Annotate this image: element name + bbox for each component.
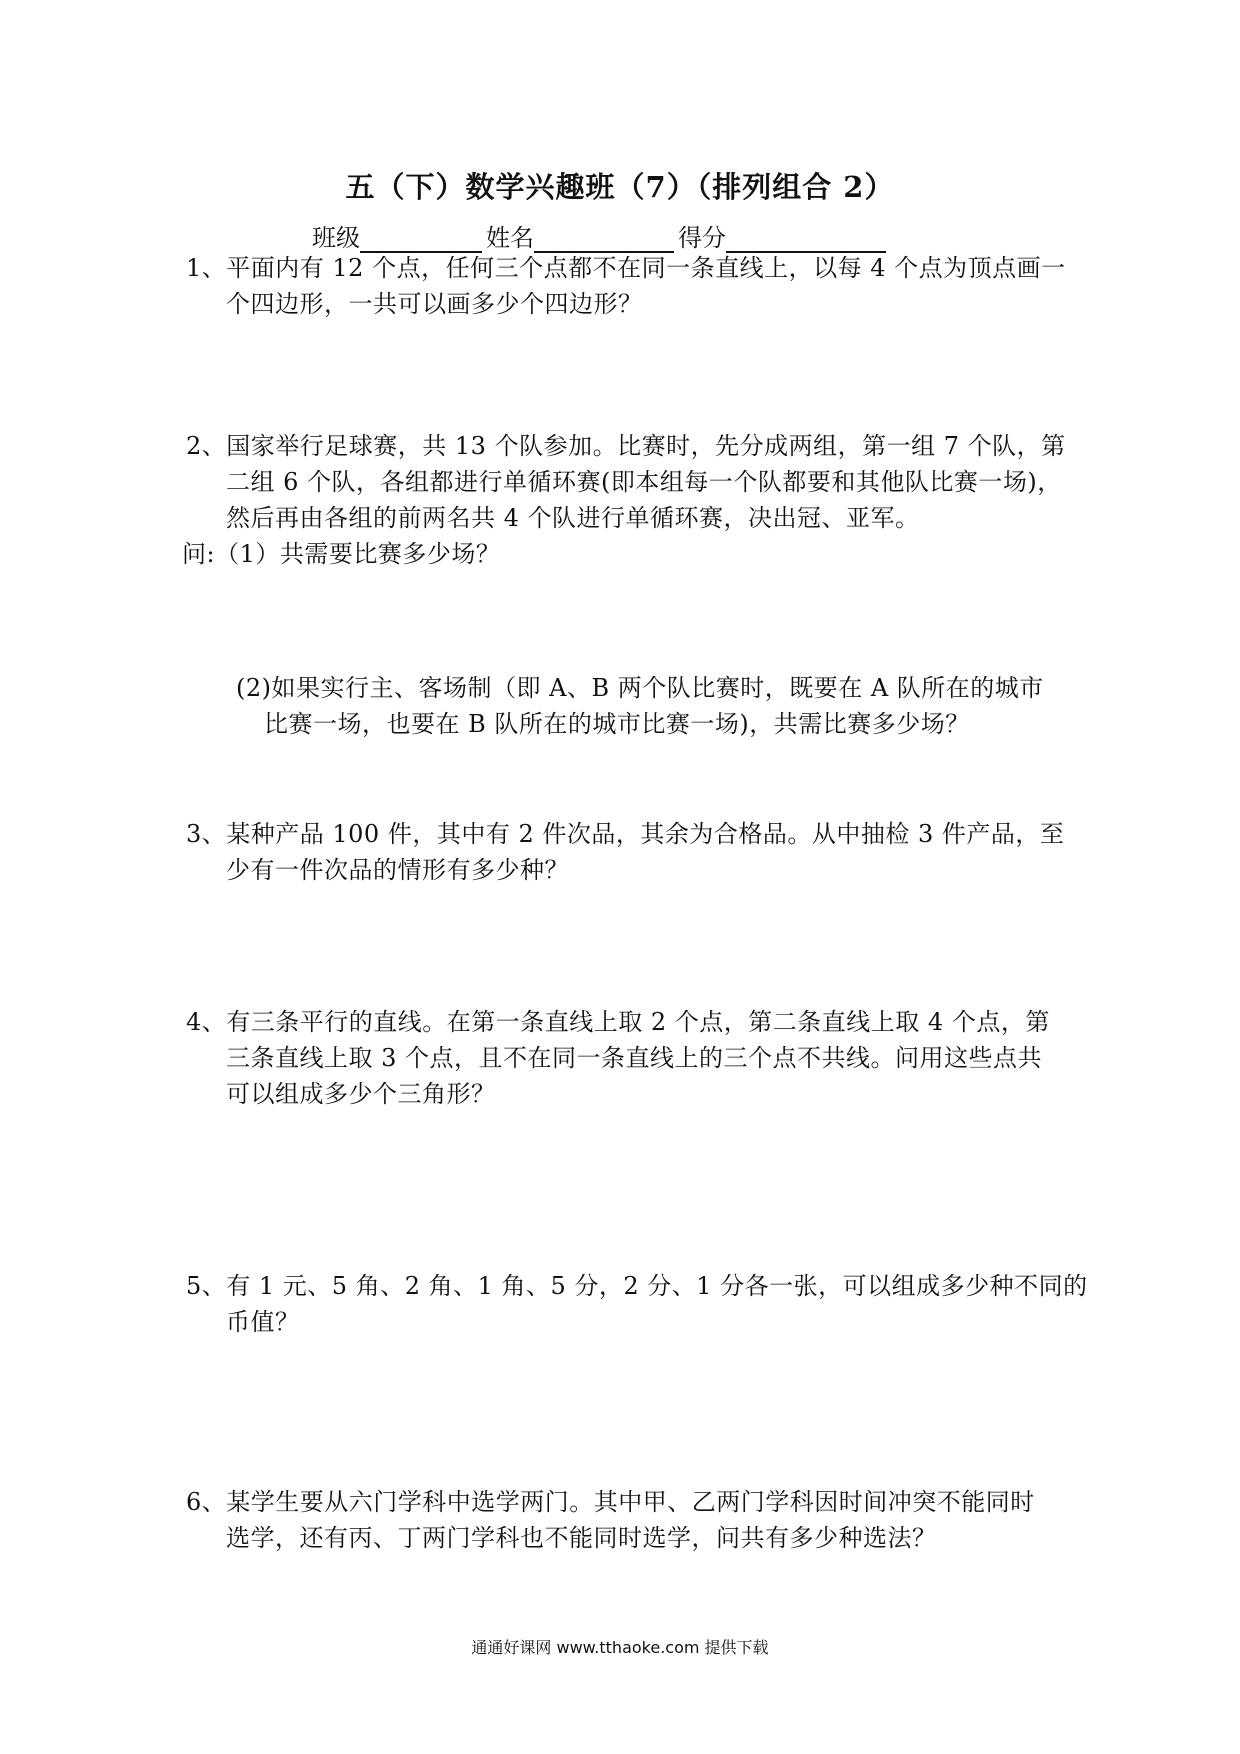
question-2: [182, 428, 1066, 572]
question-text-line: 5、有 1 元、5 角、2 角、1 角、5 分，2 分、1 分各一张，可以组成多少种不同的: [186, 1272, 1088, 1300]
name-label: 姓名: [486, 224, 534, 252]
question-text-line: 三条直线上取 3 个点，且不在同一条直线上的三个点不共线。问用这些点共: [226, 1044, 1043, 1072]
page-footer: 通通好课网 www.tthaoke.com 提供下载: [471, 1638, 769, 1657]
question-text-line: 币值？: [226, 1308, 300, 1336]
page-title: 五（下）数学兴趣班（7）（排列组合 2）: [345, 170, 895, 204]
question-text-line: 个四边形，一共可以画多少个四边形？: [226, 290, 643, 318]
question-text-line: 问:（1）共需要比赛多少场？: [182, 540, 501, 568]
question-4: [186, 1004, 1050, 1112]
question-text-line: 少有一件次品的情形有多少种？: [226, 856, 569, 884]
question-text-line: 3、某种产品 100 件，其中有 2 件次品，其余为合格品。从中抽检 3 件产品，至: [186, 820, 1065, 848]
score-label: 得分: [678, 224, 726, 252]
question-text-line: 然后再由各组的前两名共 4 个队进行单循环赛，决出冠、亚军。: [226, 504, 920, 532]
question-2-subpart: [236, 670, 1044, 742]
question-text-line: 4、有三条平行的直线。在第一条直线上取 2 个点，第二条直线上取 4 个点，第: [186, 1008, 1050, 1036]
question-text-line: 比赛一场，也要在 B 队所在的城市比赛一场)，共需比赛多少场？: [264, 710, 970, 738]
question-1: [186, 250, 1066, 322]
question-text-line: 选学，还有丙、丁两门学科也不能同时选学，问共有多少种选法？: [226, 1524, 937, 1552]
question-text-line: 1、平面内有 12 个点，任何三个点都不在同一条直线上，以每 4 个点为顶点画一: [186, 254, 1066, 282]
question-6: [186, 1484, 1035, 1556]
question-text-line: 2、国家举行足球赛，共 13 个队参加。比赛时，先分成两组，第一组 7 个队，第: [186, 432, 1066, 460]
question-text-line: 二组 6 个队，各组都进行单循环赛(即本组每一个队都要和其他队比赛一场)，: [226, 468, 1062, 496]
question-3: [186, 816, 1064, 888]
student-info-line: [312, 218, 890, 253]
class-label: 班级: [312, 224, 360, 252]
question-text-line: 可以组成多少个三角形？: [226, 1080, 496, 1108]
question-text-line: 6、某学生要从六门学科中选学两门。其中甲、乙两门学科因时间冲突不能同时: [186, 1488, 1035, 1516]
question-5: [186, 1268, 1088, 1340]
question-text-line: (2)如果实行主、客场制（即 A、B 两个队比赛时，既要在 A 队所在的城市: [236, 674, 1044, 702]
